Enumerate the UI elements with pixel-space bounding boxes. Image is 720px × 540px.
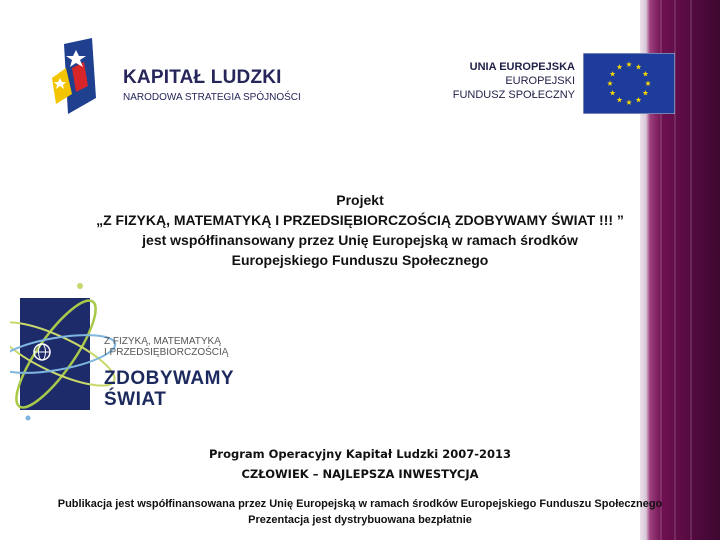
eu-fund-label	[453, 60, 575, 102]
eu-line-2: EUROPEJSKI	[505, 75, 575, 87]
program-line-1: Program Operacyjny Kapitał Ludzki 2007-2013	[208, 447, 512, 461]
program-info	[150, 444, 570, 484]
project-description	[90, 190, 630, 270]
eu-flag-icon	[583, 53, 675, 114]
project-logo-big-2: ŚWIAT	[104, 389, 167, 410]
project-logo-subtitle	[104, 336, 228, 358]
footer-line-2: Prezentacja jest dystrybuowana bezpłatnie	[248, 514, 472, 526]
footer-line-1: Publikacja jest współfinansowana przez Unię Europejską w ramach środków Europejskiego Funduszu Społecznego	[57, 498, 663, 510]
project-logo-line-1: Z FIZYKĄ, MATEMATYKĄ	[104, 336, 221, 347]
kapital-ludzki-logo-icon	[46, 38, 110, 114]
program-line-2: CZŁOWIEK – NAJLEPSZA INWESTYCJA	[241, 467, 479, 481]
eu-line-3: FUNDUSZ SPOŁECZNY	[452, 89, 575, 101]
kapital-ludzki-subtitle: NARODOWA STRATEGIA SPÓJNOŚCI	[123, 92, 301, 103]
kapital-ludzki-title: KAPITAŁ LUDZKI	[123, 67, 282, 88]
project-line-3: jest współfinansowany przez Unię Europejską w ramach środków	[142, 232, 578, 248]
project-label: Projekt	[336, 192, 384, 208]
project-line-4: Europejskiego Funduszu Społecznego	[231, 252, 489, 268]
footer-note	[10, 496, 710, 528]
project-logo-title	[104, 368, 234, 410]
eu-line-1: UNIA EUROPEJSKA	[469, 61, 575, 73]
project-logo-big-1: ZDOBYWAMY	[104, 368, 235, 389]
project-logo-line-2: I PRZEDSIĘBIORCZOŚCIĄ	[104, 347, 229, 358]
project-title: „Z FIZYKĄ, MATEMATYKĄ I PRZEDSIĘBIORCZOŚCIĄ ZDOBYWAMY ŚWIAT !!! ”	[96, 212, 624, 228]
